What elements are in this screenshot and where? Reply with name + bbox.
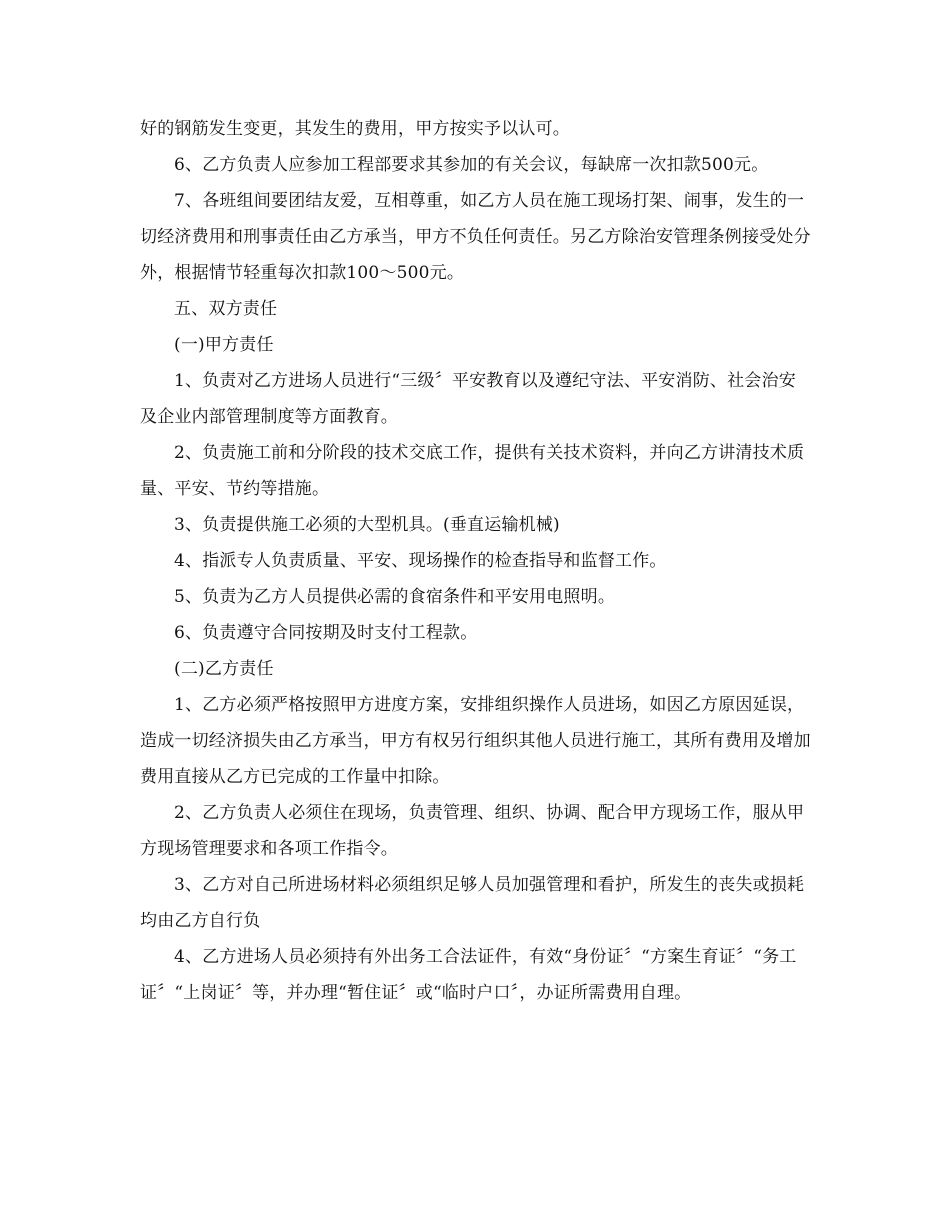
party-a-item-2: 2、负责施工前和分阶段的技术交底工作，提供有关技术资料，并向乙方讲清技术质量、平安、节约等措施。 — [140, 443, 805, 499]
document-body — [140, 111, 812, 1011]
party-a-item-1: 1、负责对乙方进场人员进行“三级〞平安教育以及遵纪守法、平安消防、社会治安及企业内部管理制度等方面教育。 — [140, 371, 796, 427]
paragraph-item-6-meeting: 6、乙方负责人应参加工程部要求其参加的有关会议，每缺席一次扣款500元。 — [174, 155, 769, 175]
party-a-item-3: 3、负责提供施工必须的大型机具。(垂直运输机械) — [174, 515, 560, 535]
party-b-item-4: 4、乙方进场人员必须持有外出务工合法证件，有效“身份证〞“方案生育证〞“务工证〞“上岗证〞等，并办理“暂住证〞或“临时户口〞，办证所需费用自理。 — [140, 947, 797, 1003]
paragraph-continuation: 好的钢筋发生变更，其发生的费用，甲方按实予以认可。 — [140, 119, 570, 139]
party-b-item-3: 3、乙方对自己所进场材料必须组织足够人员加强管理和看护，所发生的丧失或损耗均由乙方自行负 — [140, 875, 805, 931]
party-a-item-4: 4、指派专人负责质量、平安、现场操作的检查指导和监督工作。 — [174, 551, 667, 571]
party-b-item-1: 1、乙方必须严格按照甲方进度方案，安排组织操作人员进场，如因乙方原因延误，造成一切经济损失由乙方承当，甲方有权另行组织其他人员进行施工，其所有费用及增加费用直接从乙方已完成的工作量中扣除。 — [140, 695, 811, 787]
paragraph-item-7-conduct: 7、各班组间要团结友爱，互相尊重，如乙方人员在施工现场打架、闹事，发生的一切经济费用和刑事责任由乙方承当，甲方不负任何责任。另乙方除治安管理条例接受处分外，根据情节轻重每次扣款100～500元。 — [140, 191, 811, 283]
subheading-party-b: (二)乙方责任 — [174, 659, 274, 679]
party-b-item-2: 2、乙方负责人必须住在现场，负责管理、组织、协调、配合甲方现场工作，服从甲方现场管理要求和各项工作指令。 — [140, 803, 805, 859]
party-a-item-5: 5、负责为乙方人员提供必需的食宿条件和平安用电照明。 — [174, 587, 616, 607]
party-a-item-6: 6、负责遵守合同按期及时支付工程款。 — [174, 623, 478, 643]
section-heading-responsibilities: 五、双方责任 — [174, 299, 278, 319]
subheading-party-a: (一)甲方责任 — [174, 335, 274, 355]
